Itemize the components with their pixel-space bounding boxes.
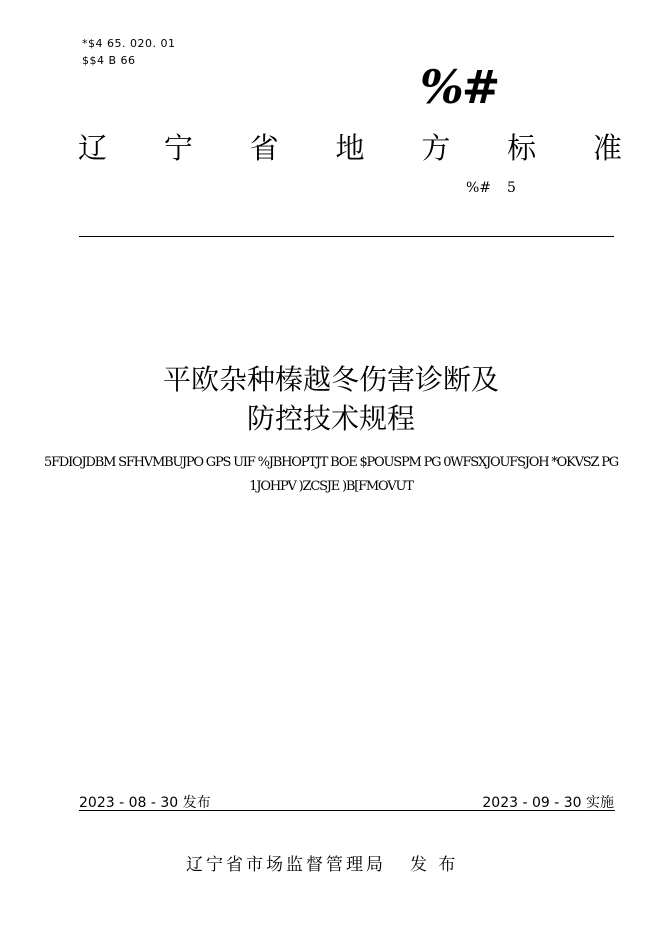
ics-code: *$4 65. 020. 01 [82,37,176,50]
standard-title-char: 标 [507,131,537,165]
issuer-name: 辽宁省市场监督管理局 [186,855,386,875]
implement-date: 2023 - 09 - 30 实施 [482,795,614,811]
footer-divider [79,810,615,811]
standard-number [466,180,516,196]
standard-title-char: 宁 [163,131,193,165]
standard-title-char: 辽 [78,131,108,165]
standard-type-title [78,126,622,167]
document-title-line1: 平欧杂种榛越冬伤害诊断及 [162,363,499,396]
ccs-code: $$4 B 66 [82,54,136,67]
english-title-line1: 5FDIOJDBM SFHVMBUJPO GPS UIF %JBHOPTJT BOE $POUSPM PG 0WFSXJOUFSJOH *OKVSZ PG [44,455,618,470]
document-title-line2: 防控技术规程 [246,402,415,435]
standard-number-value: 5 [507,180,516,196]
standard-title-char: 地 [335,131,365,165]
standard-title-char: 准 [592,131,622,165]
db-logo: %# [420,60,499,114]
standard-title-char: 方 [421,131,451,165]
standard-title-char: 省 [249,131,279,165]
issuer-action: 发 布 [410,855,459,875]
standard-number-prefix: %# [466,180,492,196]
publish-date: 2023 - 08 - 30 发布 [79,795,211,811]
english-title-line2: 1JOHPV )ZCSJE )B[FMOVUT [249,479,413,494]
header-divider [79,236,614,237]
issuer [186,850,458,875]
